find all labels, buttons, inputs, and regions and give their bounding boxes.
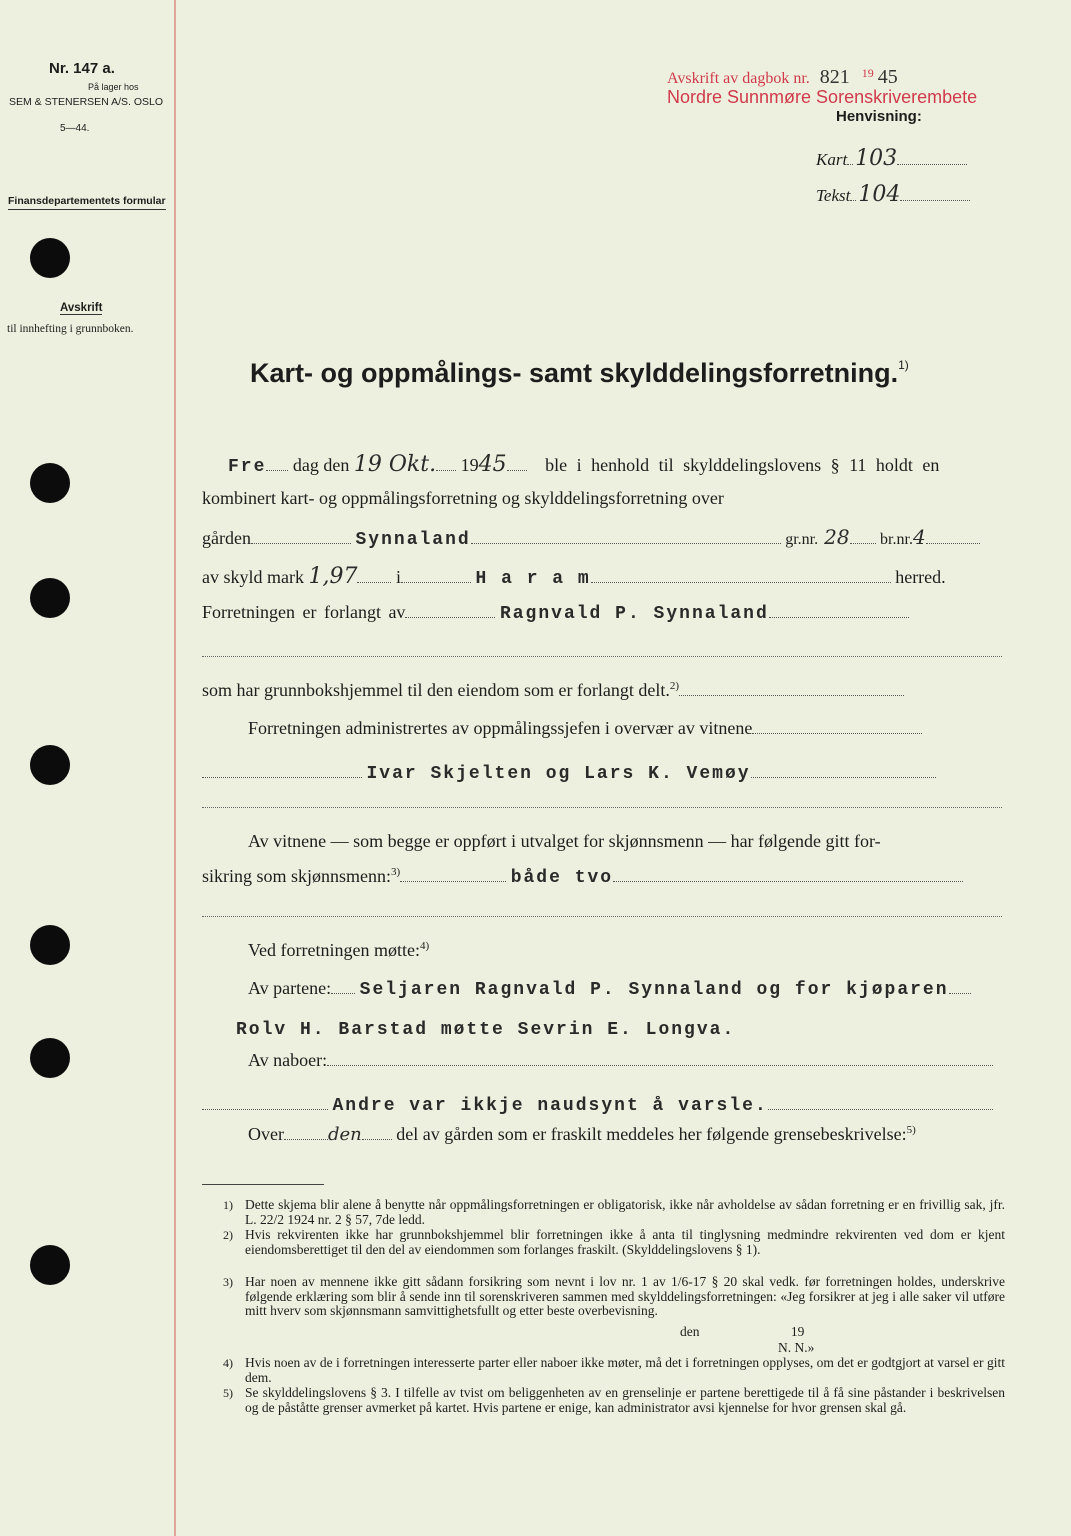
- footnote-5-text: Se skylddelingslovens § 3. I tilfelle av tvist om beliggenheten av en grenselinje er partene berettigede til å få sine påstander i beskrivelsen og de påståtte grenser avmerket på kartet. Hvis partene er enige, kan administrator avsi kjennelse for hvor grensen skal gå.: [245, 1385, 1005, 1415]
- requested-line: [202, 602, 909, 624]
- blank-line-3: [202, 916, 1002, 917]
- punch-hole-6: [30, 1038, 70, 1078]
- parties-line-2: Rolv H. Barstad møtte Sevrin E. Longva.: [236, 1020, 736, 1040]
- day-label: dag den: [292, 455, 350, 475]
- page-title: [250, 358, 909, 389]
- farm-line: [202, 525, 980, 550]
- fn3-year: 19: [790, 1324, 805, 1339]
- footnote-3-text: Har noen av mennene ikke gitt sådann forsikring som nevnt i lov nr. 1 av 1/6-17 § 20 skal vedk. før forretningen holdes, underskrive følgende erklæring som blir å sende inn til sorenskriveren sammen med skylddelingsforretningen: «Jeg forsikrer at jeg i alle saker vil utføre mitt hverv som skjønnsmann samvittighetsfullt og etter beste overbevisning.: [245, 1274, 1005, 1318]
- map-value: 103: [855, 146, 898, 171]
- footnote-2-text: Hvis rekvirenten ikke har grunnbokshjemmel blir forretningen ikke å anta til tinglysning medmindre rekvirenten ved dom er kjent eiendomsberettiget til den del av eiendommen som forlanges fraskilt. (Skylddelingslovens § 1).: [245, 1227, 1005, 1257]
- neighbors-line: [248, 1050, 993, 1071]
- municipality: H a r a m: [475, 569, 591, 589]
- parties-line: [248, 978, 971, 1000]
- available-at: På lager hos: [88, 82, 139, 92]
- blank-line-2: [202, 807, 1002, 808]
- footnote-rule: [202, 1184, 324, 1185]
- farm-name: Synnaland: [355, 530, 471, 550]
- parties-line-1: Seljaren Ragnvald P. Synnaland og for kjøparen: [359, 980, 949, 1000]
- punch-hole-5: [30, 925, 70, 965]
- footnote-5: [223, 1385, 1005, 1415]
- title-footnote-ref: 1): [898, 358, 909, 372]
- punch-hole-3: [30, 578, 70, 618]
- footnote-4: [223, 1355, 1005, 1385]
- brnr-label: br.nr.: [880, 531, 913, 548]
- fn3-ref: 3): [391, 866, 401, 878]
- requester: Ragnvald P. Synnaland: [499, 604, 769, 624]
- title-text: Kart- og oppmålings- samt skylddelingsforretning.: [250, 358, 899, 388]
- copy-label: Avskrift: [60, 302, 103, 314]
- map-reference: [816, 146, 967, 171]
- witnesses-line: [202, 762, 936, 784]
- footnote-2-num: 2): [223, 1228, 233, 1242]
- footnote-3-num: 3): [223, 1275, 233, 1289]
- grnr-label: gr.nr.: [785, 531, 819, 548]
- fn3-sign-nn: N. N.»: [778, 1340, 815, 1355]
- text-label: Tekst: [816, 186, 851, 205]
- footnote-4-num: 4): [223, 1356, 233, 1370]
- administered-line: [248, 718, 922, 739]
- witness-statement-2: sikring som skjønnsmenn:: [202, 866, 392, 886]
- witness-statement-line-2: [202, 866, 963, 888]
- administered-text: Forretningen administrertes av oppmålingssjefen i overvær av vitnene: [248, 718, 753, 738]
- punch-hole-2: [30, 463, 70, 503]
- brnr-value: 4: [912, 525, 926, 549]
- footnote-1: [223, 1197, 1005, 1227]
- attended-line: [248, 940, 429, 961]
- year-filled: 45: [478, 452, 507, 477]
- footnote-3: [223, 1274, 1005, 1319]
- publisher: SEM & STENERSEN A/S. OSLO: [9, 96, 164, 108]
- over-filled: den: [327, 1124, 362, 1145]
- grnr-value: 28: [824, 525, 850, 549]
- requested-label: Forretningen er forlangt av: [202, 602, 406, 622]
- stamp-year-prefix: 19: [861, 66, 874, 80]
- blank-line-1: [202, 656, 1002, 657]
- attended-label: Ved forretningen møtte:: [248, 940, 420, 960]
- fn4-ref: 4): [419, 940, 430, 952]
- neighbors-label: Av naboer:: [248, 1050, 328, 1070]
- title-holder-text: som har grunnbokshjemmel til den eiendom som er forlangt delt.: [202, 680, 670, 700]
- stamp-year: 45: [877, 66, 898, 88]
- footnote-1-num: 1): [223, 1198, 233, 1212]
- footnote-4-text: Hvis noen av de i forretningen interesserte parter eller naboer ikke møter, må det i forretningen opplyses, om det er godtgjort at varsel er gitt dem.: [245, 1355, 1005, 1385]
- district-label: herred.: [895, 567, 946, 587]
- boundary-line: [248, 1124, 916, 1145]
- margin-rule: [174, 0, 176, 1536]
- boundary-text: del av gården som er fraskilt meddeles her følgende grensebeskrivelse:: [396, 1124, 907, 1144]
- farm-label: gården: [202, 528, 251, 548]
- stamp-office: Nordre Sunnmøre Sorenskriverembete: [667, 87, 978, 107]
- fn5-ref: 5): [906, 1124, 916, 1136]
- witness-assurance: både tvo: [510, 868, 614, 888]
- copy-purpose: til innhefting i grunnboken.: [7, 323, 134, 335]
- neighbors-text-line: [202, 1094, 993, 1116]
- neighbors-text: Andre var ikkje naudsynt å varsle.: [332, 1096, 768, 1116]
- stamp-line-1: [667, 66, 898, 89]
- form-source: Finansdepartementets formular: [8, 195, 166, 210]
- stamp-prefix: Avskrift av dagbok nr.: [667, 70, 810, 87]
- journal-number: 821: [819, 66, 850, 88]
- footnote-5-num: 5): [223, 1386, 233, 1400]
- intro-line-2: kombinert kart- og oppmålingsforretning og skylddelingsforretning over: [202, 488, 724, 508]
- parties-line-2-wrap: [236, 1018, 735, 1040]
- date-filled: 19 Okt.: [353, 452, 437, 477]
- fn3-den: den: [680, 1324, 700, 1339]
- title-holder-line: [202, 680, 904, 701]
- fn2-ref: 2): [669, 680, 680, 692]
- punch-hole-7: [30, 1245, 70, 1285]
- parties-label: Av partene:: [248, 978, 332, 998]
- reference-label: Henvisning:: [836, 108, 922, 125]
- in-label: i: [395, 567, 401, 587]
- footnote-2: [223, 1227, 1005, 1257]
- text-reference: [816, 182, 970, 207]
- fn3-sign-date: [680, 1324, 804, 1340]
- footnote-1-text: Dette skjema blir alene å benytte når oppmålingsforretningen er obligatorisk, ikke når avholdelse av sådan forretning er en frivillig sak, jfr. L. 22/2 1924 nr. 2 § 57, 7de ledd.: [245, 1197, 1005, 1227]
- edition-date: 5—44.: [60, 123, 90, 134]
- tax-line: [202, 564, 946, 589]
- form-number: Nr. 147 a.: [49, 60, 115, 77]
- map-label: Kart: [816, 150, 848, 169]
- date-line: [202, 452, 939, 477]
- tax-value: 1,97: [308, 564, 358, 589]
- day-filled: Fre: [228, 457, 267, 477]
- punch-hole-4: [30, 745, 70, 785]
- witnesses: Ivar Skjelten og Lars K. Vemøy: [366, 764, 751, 784]
- date-line-rest: ble i henhold til skylddelingslovens § 11 holdt en: [545, 455, 940, 475]
- punch-hole-1: [30, 238, 70, 278]
- year-prefix: 19: [460, 455, 479, 475]
- text-value: 104: [858, 182, 901, 207]
- witness-statement-1: Av vitnene — som begge er oppført i utvalget for skjønnsmenn — har følgende gitt for-: [248, 831, 881, 851]
- tax-label: av skyld mark: [202, 567, 304, 587]
- over-label: Over: [248, 1124, 284, 1144]
